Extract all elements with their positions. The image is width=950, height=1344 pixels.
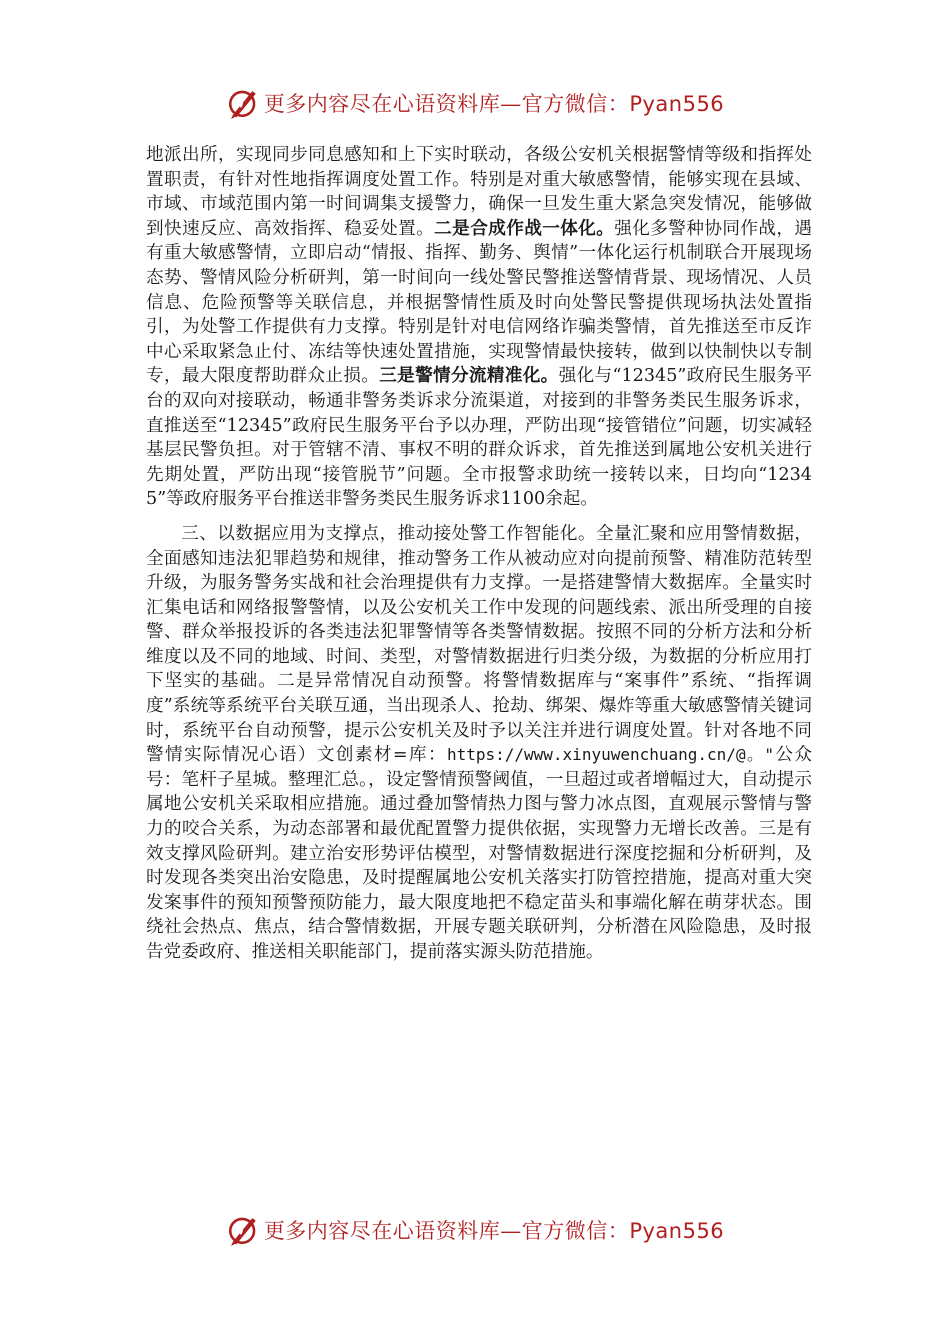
paragraph-1: 地派出所，实现同步同息感知和上下实时联动，各级公安机关根据警情等级和指挥处置职责，有针对性地指挥调度处置工作。特别是对重大敏感警情，能够实现在县域、市域、市域范围内第一时间调集支援警力，确保一旦发生重大紧急突发情况，能够做到快速反应、高效指挥、稳妥处置。二是合成作战一体化。强化多警种协同作战，遇有重大敏感警情，立即启动“情报、指挥、勤务、舆情”一体化运行机制联合开展现场态势、警情风险分析研判，第一时间向一线处警民警推送警情背景、现场情况、人员信息、危险预警等关联信息，并根据警情性质及时向处警民警提供现场执法处置指引，为处警工作提供有力支撑。特别是针对电信网络诈骗类警情，首先推送至市反诈中心采取紧急止付、冻结等快速处置措施，实现警情最快接转，做到以快制快以专制专，最大限度帮助群众止损。三是警情分流精准化。强化与“12345”政府民生服务平台的双向对接联动，畅通非警务类诉求分流渠道，对接到的非警务类民生服务诉求，直推送至“12345”政府民生服务平台予以办理，严防出现“接管错位”问题，切实减轻基层民警负担。对于管辖不清、事权不明的群众诉求，首先推送到属地公安机关进行先期处置，严防出现“接管脱节”问题。全市报警求助统一接转以来，日均向“12345”等政府服务平台推送非警务类民生服务诉求1100余起。	[146, 145, 812, 510]
header-banner-text: 更多内容尽在心语资料库—官方微信：Pyan556	[263, 92, 725, 116]
footer-wechat-id: Pyan556	[629, 1219, 725, 1243]
source-url: https://www.xinyuwenchuang.cn/@。"	[446, 745, 774, 765]
pen-logo-icon	[226, 86, 260, 120]
pen-logo-icon	[226, 1213, 260, 1247]
header-banner	[0, 83, 950, 123]
footer-banner-text: 更多内容尽在心语资料库—官方微信：Pyan556	[263, 1219, 725, 1243]
paragraph-2: 三、以数据应用为支撑点，推动接处警工作智能化。全量汇聚和应用警情数据，全面感知违法犯罪趋势和规律，推动警务工作从被动应对向提前预警、精准防范转型升级，为服务警务实战和社会治理提供有力支撑。一是搭建警情大数据库。全量实时汇集电话和网络报警警情，以及公安机关工作中发现的问题线索、派出所受理的自接警、群众举报投诉的各类违法犯罪警情等各类警情数据。按照不同的分析方法和分析维度以及不同的地域、时间、类型，对警情数据进行归类分级，为数据的分析应用打下坚实的基础。二是异常情况自动预警。将警情数据库与“案事件”系统、“指挥调度”系统等系统平台关联互通，当出现杀人、抢劫、绑架、爆炸等重大敏感警情关键词时，系统平台自动预警，提示公安机关及时予以关注并进行调度处置。针对各地不同警情实际情况心语）文创素材=库：https://www.xinyuwenchuang.cn/@。"公众号：笔杆子星城。整理汇总。，设定警情预警阈值，一旦超过或者增幅过大，自动提示属地公安机关采取相应措施。通过叠加警情热力图与警力冰点图，直观展示警情与警力的咬合关系，为动态部署和最优配置警力提供依据，实现警力无增长改善。三是有效支撑风险研判。建立治安形势评估模型，对警情数据进行深度挖掘和分析研判，及时发现各类突出治安隐患，及时提醒属地公安机关落实打防管控措施，提高对重大突发案事件的预知预警预防能力，最大限度地把不稳定苗头和事端化解在萌芽状态。围绕社会热点、焦点，结合警情数据，开展专题关联研判，分析潜在风险隐患，及时报告党委政府、推送相关职能部门，提前落实源头防范措施。	[146, 523, 812, 962]
footer-banner	[0, 1210, 950, 1250]
heading-2-inline: 二是合成作战一体化。	[434, 218, 615, 239]
document-body	[146, 143, 812, 965]
heading-3-inline: 三是警情分流精准化。	[379, 366, 559, 387]
header-wechat-id: Pyan556	[629, 92, 725, 116]
